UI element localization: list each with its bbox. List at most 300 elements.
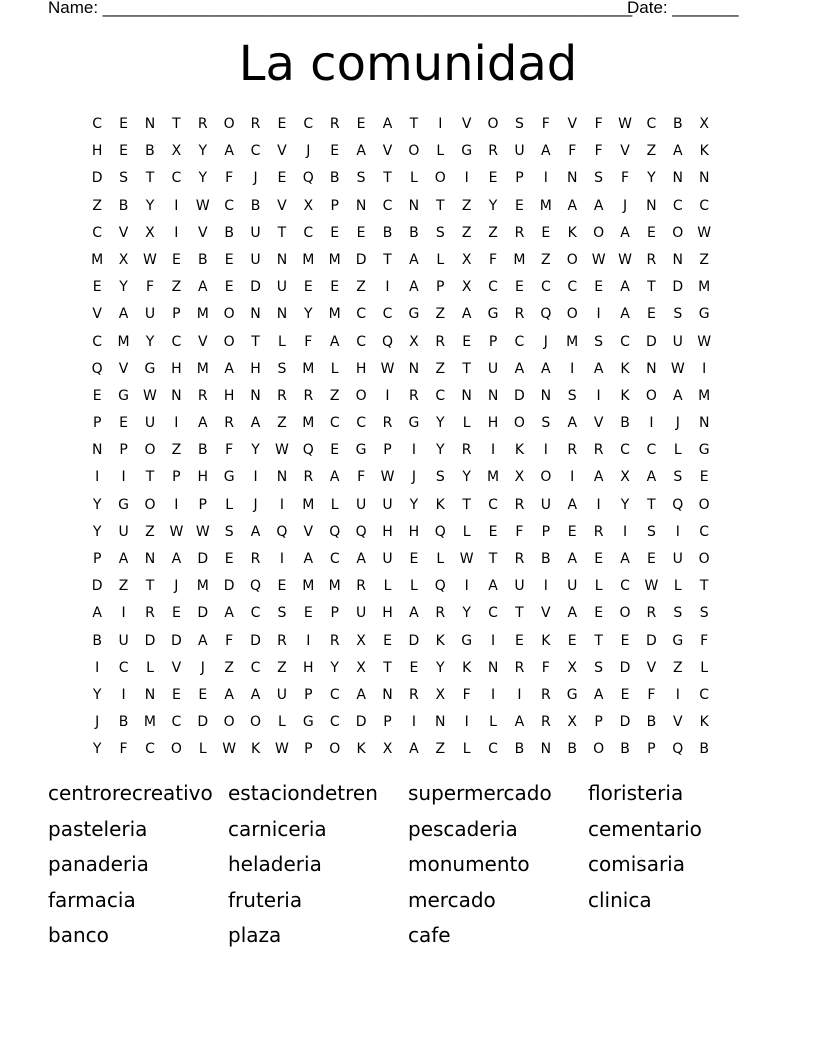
grid-letter: M: [566, 333, 579, 350]
grid-letter: U: [672, 333, 683, 350]
grid-letter: F: [568, 143, 577, 160]
grid-letter: O: [593, 741, 605, 758]
grid-letter: J: [174, 578, 179, 595]
grid-letter: I: [570, 469, 575, 486]
grid-letter: L: [594, 578, 603, 595]
grid-letter: L: [330, 360, 339, 377]
grid-letter: E: [646, 551, 656, 567]
grid-letter: H: [382, 605, 393, 622]
grid-letter: G: [408, 306, 420, 323]
grid-letter: U: [355, 496, 367, 513]
grid-letter: O: [698, 551, 710, 567]
grid-letter: A: [514, 360, 525, 377]
grid-letter: G: [698, 442, 710, 459]
grid-letter: I: [543, 170, 548, 187]
grid-letter: C: [356, 306, 366, 323]
grid-letter: N: [698, 415, 710, 432]
grid-letter: Y: [647, 170, 656, 187]
grid-letter: B: [672, 116, 683, 132]
grid-letter: N: [144, 686, 156, 703]
grid-letter: Y: [330, 659, 339, 676]
grid-letter: T: [488, 551, 498, 567]
grid-letter: J: [306, 143, 311, 160]
grid-letter: C: [145, 741, 155, 758]
grid-letter: C: [646, 116, 657, 132]
grid-letter: X: [145, 224, 155, 241]
grid-letter: C: [488, 741, 498, 758]
grid-letter: U: [382, 551, 393, 567]
grid-letter: N: [646, 197, 657, 214]
grid-letter: K: [620, 360, 630, 377]
grid-letter: O: [250, 714, 262, 731]
grid-letter: P: [92, 415, 102, 432]
grid-letter: I: [490, 442, 496, 459]
grid-letter: Z: [488, 224, 498, 241]
grid-letter: P: [383, 442, 392, 459]
grid-letter: Y: [409, 496, 419, 513]
grid-letter: L: [462, 523, 471, 540]
grid-letter: P: [172, 469, 181, 486]
grid-letter: E: [567, 632, 577, 649]
grid-letter: F: [594, 116, 603, 132]
grid-letter: R: [303, 469, 314, 486]
grid-row: [84, 410, 717, 437]
grid-letter: X: [356, 659, 366, 676]
grid-letter: Y: [488, 197, 498, 214]
grid-letter: G: [223, 469, 235, 486]
grid-letter: H: [487, 415, 499, 432]
grid-letter: E: [171, 251, 181, 268]
grid-letter: C: [250, 143, 261, 160]
grid-letter: D: [250, 632, 261, 649]
grid-letter: A: [356, 143, 366, 160]
grid-letter: O: [223, 714, 235, 731]
grid-letter: C: [303, 224, 314, 241]
grid-letter: O: [566, 306, 578, 323]
grid-letter: H: [303, 659, 314, 676]
grid-letter: F: [515, 523, 524, 540]
grid-letter: A: [224, 360, 234, 377]
grid-letter: E: [277, 578, 287, 595]
grid-letter: R: [488, 143, 498, 160]
grid-letter: R: [277, 387, 287, 404]
grid-letter: S: [646, 523, 656, 540]
grid-letter: D: [672, 279, 684, 296]
grid-letter: I: [622, 523, 628, 540]
grid-letter: A: [567, 551, 578, 567]
grid-letter: A: [92, 605, 102, 622]
grid-letter: H: [250, 360, 261, 377]
grid-letter: K: [250, 741, 261, 758]
grid-letter: X: [303, 197, 314, 214]
grid-letter: N: [91, 442, 103, 459]
grid-letter: W: [222, 741, 237, 758]
grid-letter: A: [197, 279, 208, 296]
grid-letter: I: [253, 469, 258, 486]
word-list-item: cementario: [588, 816, 702, 841]
grid-letter: N: [461, 387, 472, 404]
grid-row: [84, 492, 717, 519]
grid-letter: P: [304, 741, 313, 758]
grid-letter: E: [488, 170, 498, 187]
grid-letter: Z: [461, 197, 472, 214]
grid-letter: K: [462, 659, 472, 676]
grid-letter: L: [278, 714, 286, 731]
grid-letter: O: [144, 496, 156, 513]
grid-letter: D: [355, 251, 367, 268]
grid-letter: U: [355, 605, 367, 622]
grid-letter: R: [435, 605, 446, 622]
grid-letter: M: [328, 306, 341, 323]
date-field-label: Date: _______: [627, 0, 739, 17]
grid-letter: F: [225, 442, 234, 459]
grid-letter: M: [117, 333, 130, 350]
grid-letter: X: [567, 659, 578, 676]
grid-letter: E: [330, 442, 340, 459]
grid-letter: B: [250, 197, 261, 214]
grid-letter: D: [144, 632, 156, 649]
grid-letter: E: [594, 279, 604, 296]
grid-letter: E: [171, 605, 181, 622]
grid-letter: A: [382, 116, 393, 132]
grid-letter: R: [593, 442, 604, 459]
grid-letter: X: [514, 469, 525, 486]
grid-letter: Z: [171, 279, 182, 296]
grid-letter: E: [224, 279, 234, 296]
grid-letter: T: [435, 197, 445, 214]
grid-letter: A: [646, 469, 657, 486]
grid-letter: V: [197, 333, 208, 350]
grid-letter: Y: [435, 442, 445, 459]
word-list-item: estaciondetren: [228, 781, 378, 805]
grid-letter: I: [411, 442, 416, 459]
grid-letter: C: [356, 415, 366, 432]
grid-row: [84, 628, 717, 655]
grid-letter: F: [225, 170, 234, 187]
grid-row: [84, 464, 717, 491]
grid-row: [84, 709, 717, 736]
grid-letter: E: [515, 632, 524, 649]
grid-letter: A: [488, 578, 498, 595]
grid-letter: N: [250, 306, 261, 323]
grid-letter: A: [620, 551, 630, 567]
grid-letter: D: [91, 170, 103, 187]
grid-letter: P: [304, 686, 313, 703]
grid-letter: C: [329, 415, 340, 432]
grid-letter: U: [514, 143, 525, 160]
grid-letter: E: [488, 523, 498, 540]
grid-letter: R: [646, 605, 657, 622]
grid-letter: P: [541, 523, 551, 540]
grid-letter: X: [356, 632, 366, 649]
grid-letter: X: [461, 279, 472, 296]
grid-letter: M: [91, 251, 104, 268]
grid-letter: E: [330, 279, 340, 296]
grid-letter: B: [224, 224, 234, 241]
grid-letter: P: [488, 333, 498, 350]
grid-letter: X: [461, 251, 472, 268]
grid-letter: S: [435, 469, 445, 486]
grid-letter: I: [570, 360, 575, 377]
grid-letter: E: [356, 224, 366, 241]
grid-letter: T: [462, 496, 471, 513]
grid-letter: I: [490, 686, 496, 703]
grid-letter: J: [675, 415, 680, 432]
grid-letter: P: [330, 605, 339, 622]
grid-letter: I: [121, 686, 126, 703]
grid-letter: M: [487, 469, 500, 486]
grid-letter: M: [302, 251, 315, 268]
grid-letter: L: [278, 333, 286, 350]
grid-letter: C: [488, 605, 498, 622]
grid-letter: J: [622, 197, 628, 214]
grid-letter: A: [620, 279, 630, 296]
grid-letter: W: [591, 251, 606, 268]
grid-letter: B: [567, 741, 578, 758]
grid-letter: W: [143, 387, 157, 404]
grid-letter: I: [438, 116, 443, 132]
grid-letter: Y: [435, 415, 445, 432]
grid-letter: R: [514, 496, 525, 513]
grid-letter: J: [543, 333, 548, 350]
grid-letter: Z: [461, 224, 472, 241]
grid-letter: S: [541, 415, 551, 432]
grid-letter: O: [223, 306, 235, 323]
grid-letter: S: [594, 659, 604, 676]
grid-letter: C: [224, 197, 235, 214]
grid-letter: F: [541, 659, 550, 676]
grid-letter: W: [644, 578, 659, 595]
grid-letter: M: [302, 578, 315, 595]
grid-letter: A: [224, 605, 234, 622]
grid-letter: H: [355, 360, 367, 377]
grid-letter: E: [646, 224, 656, 241]
grid-letter: C: [92, 224, 103, 241]
grid-letter: E: [277, 116, 287, 132]
grid-letter: Q: [329, 523, 341, 540]
grid-letter: E: [409, 551, 419, 567]
grid-letter: R: [514, 551, 525, 567]
grid-letter: I: [649, 415, 654, 432]
grid-row: [84, 193, 717, 220]
grid-letter: U: [276, 279, 288, 296]
grid-letter: R: [409, 387, 419, 404]
grid-letter: R: [567, 442, 578, 459]
grid-letter: G: [355, 442, 367, 459]
grid-letter: S: [673, 469, 683, 486]
grid-letter: X: [699, 116, 709, 132]
grid-letter: Z: [672, 659, 683, 676]
word-list-item: carniceria: [228, 816, 327, 841]
grid-letter: V: [382, 143, 393, 160]
grid-letter: C: [250, 605, 261, 622]
grid-letter: K: [699, 143, 709, 160]
grid-letter: R: [303, 387, 314, 404]
grid-letter: B: [329, 170, 340, 187]
grid-letter: I: [596, 387, 601, 404]
grid-letter: D: [223, 578, 235, 595]
grid-letter: M: [143, 714, 157, 731]
grid-letter: I: [464, 170, 469, 187]
word-list-item: panaderia: [48, 852, 149, 877]
grid-letter: A: [356, 686, 366, 703]
grid-letter: R: [461, 442, 472, 459]
grid-letter: F: [462, 686, 471, 703]
grid-letter: F: [594, 143, 603, 160]
grid-letter: M: [328, 251, 341, 268]
word-list-item: banco: [48, 923, 109, 948]
grid-letter: B: [197, 442, 208, 459]
grid-letter: W: [169, 523, 184, 540]
grid-letter: A: [461, 306, 472, 323]
grid-letter: E: [119, 116, 129, 132]
grid-letter: B: [646, 714, 657, 731]
grid-letter: I: [596, 306, 601, 323]
grid-letter: E: [224, 251, 234, 268]
grid-letter: I: [279, 496, 284, 513]
grid-letter: P: [198, 496, 207, 513]
grid-letter: S: [356, 170, 366, 187]
grid-letter: S: [277, 360, 287, 377]
grid-letter: T: [251, 333, 260, 350]
grid-row: [84, 573, 717, 600]
grid-letter: G: [144, 360, 156, 377]
grid-letter: H: [223, 387, 235, 404]
grid-letter: C: [567, 279, 578, 296]
grid-letter: P: [515, 170, 524, 187]
grid-letter: T: [594, 632, 603, 649]
grid-letter: G: [118, 387, 130, 404]
grid-letter: L: [330, 496, 339, 513]
grid-letter: C: [92, 116, 103, 132]
grid-letter: G: [118, 496, 130, 513]
grid-letter: A: [593, 686, 604, 703]
grid-letter: I: [279, 551, 284, 567]
word-list-item: pasteleria: [48, 816, 148, 841]
grid-letter: C: [620, 578, 630, 595]
grid-letter: D: [408, 632, 420, 649]
grid-letter: U: [276, 686, 288, 703]
word-list-item: mercado: [408, 887, 496, 912]
grid-letter: Q: [434, 523, 446, 540]
grid-letter: E: [303, 279, 313, 296]
grid-letter: E: [462, 333, 472, 350]
grid-letter: B: [118, 197, 129, 214]
grid-letter: N: [355, 197, 367, 214]
grid-letter: P: [119, 442, 128, 459]
grid-letter: O: [144, 442, 156, 459]
grid-letter: Z: [171, 442, 182, 459]
grid-letter: C: [171, 333, 182, 350]
grid-letter: U: [118, 632, 129, 649]
grid-letter: C: [699, 686, 710, 703]
grid-letter: E: [119, 415, 129, 432]
grid-letter: S: [224, 523, 234, 540]
grid-letter: C: [382, 306, 393, 323]
grid-row: [84, 111, 717, 138]
grid-letter: M: [539, 197, 552, 214]
grid-letter: C: [356, 333, 366, 350]
grid-letter: A: [329, 469, 340, 486]
grid-letter: Q: [381, 333, 393, 350]
grid-letter: A: [409, 279, 419, 296]
grid-letter: J: [200, 659, 205, 676]
grid-letter: O: [355, 387, 367, 404]
grid-row: [84, 356, 717, 383]
grid-letter: A: [118, 306, 129, 323]
grid-letter: S: [699, 605, 709, 622]
grid-letter: Z: [277, 659, 287, 676]
grid-letter: E: [198, 686, 208, 703]
grid-letter: J: [253, 170, 258, 187]
grid-letter: M: [302, 415, 315, 432]
grid-letter: Q: [276, 523, 288, 540]
grid-letter: W: [380, 469, 395, 486]
grid-letter: K: [699, 714, 709, 731]
grid-letter: I: [490, 632, 496, 649]
grid-letter: P: [92, 551, 102, 567]
grid-letter: H: [408, 523, 420, 540]
grid-letter: S: [277, 605, 287, 622]
grid-letter: N: [435, 714, 446, 731]
grid-letter: C: [699, 523, 710, 540]
grid-letter: V: [92, 306, 102, 323]
grid-letter: G: [461, 632, 473, 649]
grid-letter: E: [646, 306, 656, 323]
grid-letter: Z: [145, 523, 155, 540]
grid-row: [84, 600, 717, 627]
grid-letter: R: [224, 415, 235, 432]
grid-letter: F: [700, 632, 709, 649]
grid-letter: K: [435, 496, 445, 513]
grid-letter: R: [329, 632, 340, 649]
grid-letter: P: [647, 741, 656, 758]
grid-letter: T: [699, 578, 709, 595]
grid-letter: O: [619, 605, 631, 622]
grid-letter: K: [435, 632, 445, 649]
grid-letter: Z: [435, 741, 446, 758]
grid-letter: I: [385, 279, 390, 296]
grid-letter: B: [541, 551, 551, 567]
grid-letter: A: [356, 551, 366, 567]
grid-letter: Y: [92, 523, 102, 540]
grid-letter: U: [672, 551, 683, 567]
grid-letter: F: [357, 469, 366, 486]
grid-letter: D: [197, 551, 209, 567]
grid-letter: I: [543, 578, 548, 595]
grid-letter: A: [567, 415, 578, 432]
grid-letter: V: [646, 659, 657, 676]
grid-letter: E: [567, 523, 577, 540]
grid-letter: X: [171, 143, 182, 160]
grid-letter: I: [306, 632, 311, 649]
grid-letter: C: [171, 714, 182, 731]
grid-letter: T: [145, 469, 155, 486]
grid-letter: M: [196, 360, 209, 377]
grid-letter: A: [329, 333, 340, 350]
grid-letter: L: [225, 496, 234, 513]
grid-letter: M: [302, 360, 315, 377]
grid-letter: R: [145, 605, 155, 622]
grid-letter: A: [620, 306, 630, 323]
grid-letter: N: [408, 197, 420, 214]
grid-letter: Y: [435, 659, 445, 676]
grid-letter: A: [224, 686, 234, 703]
grid-letter: L: [436, 143, 445, 160]
grid-letter: H: [171, 360, 182, 377]
grid-letter: A: [673, 387, 683, 404]
grid-letter: C: [699, 197, 710, 214]
